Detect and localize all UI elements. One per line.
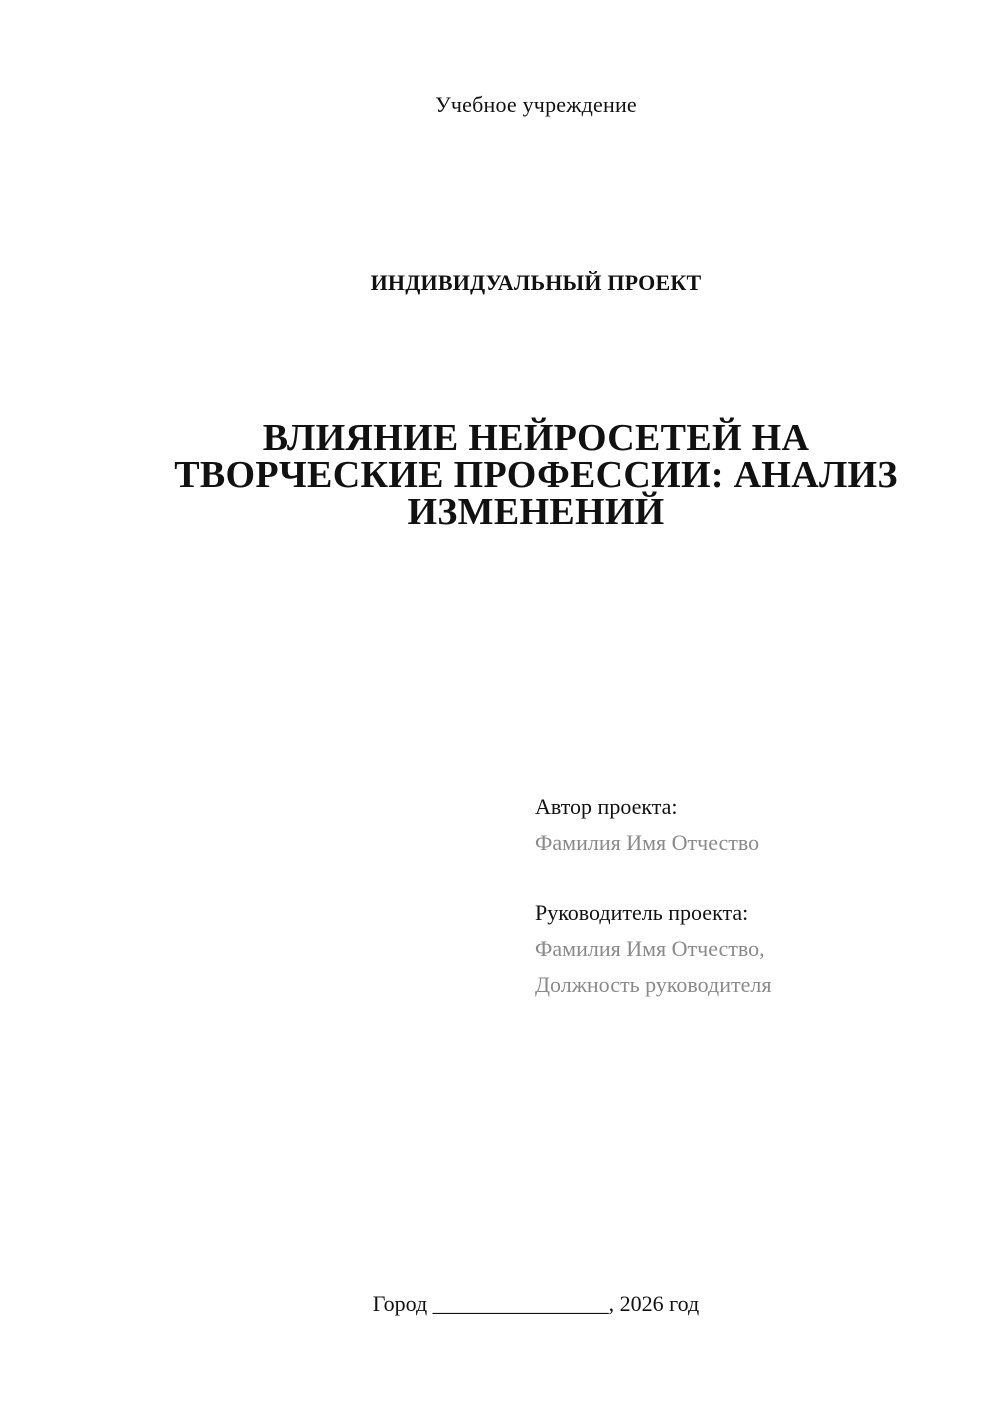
supervisor-name: Фамилия Имя Отчество,: [535, 936, 765, 961]
document-type: ИНДИВИДУАЛЬНЫЙ ПРОЕКТ: [370, 270, 702, 295]
project-title: [0, 417, 1000, 533]
supervisor-position: Должность руководителя: [535, 972, 772, 997]
project-title-line-1: ВЛИЯНИЕ НЕЙРОСЕТЕЙ НА: [262, 417, 810, 459]
author-name: Фамилия Имя Отчество: [535, 830, 760, 855]
credits-block: [535, 789, 975, 1003]
city-year-line: Город ________________, 2026 год: [372, 1291, 700, 1316]
supervisor-label: Руководитель проекта:: [535, 900, 749, 925]
project-title-line-2: ТВОРЧЕСКИЕ ПРОФЕССИИ: АНАЛИЗ: [174, 454, 898, 496]
project-title-line-3: ИЗМЕНЕНИЙ: [407, 491, 665, 533]
institution-name: Учебное учреждение: [435, 92, 637, 117]
credits-spacer: [535, 861, 975, 895]
author-label: Автор проекта:: [535, 794, 678, 819]
